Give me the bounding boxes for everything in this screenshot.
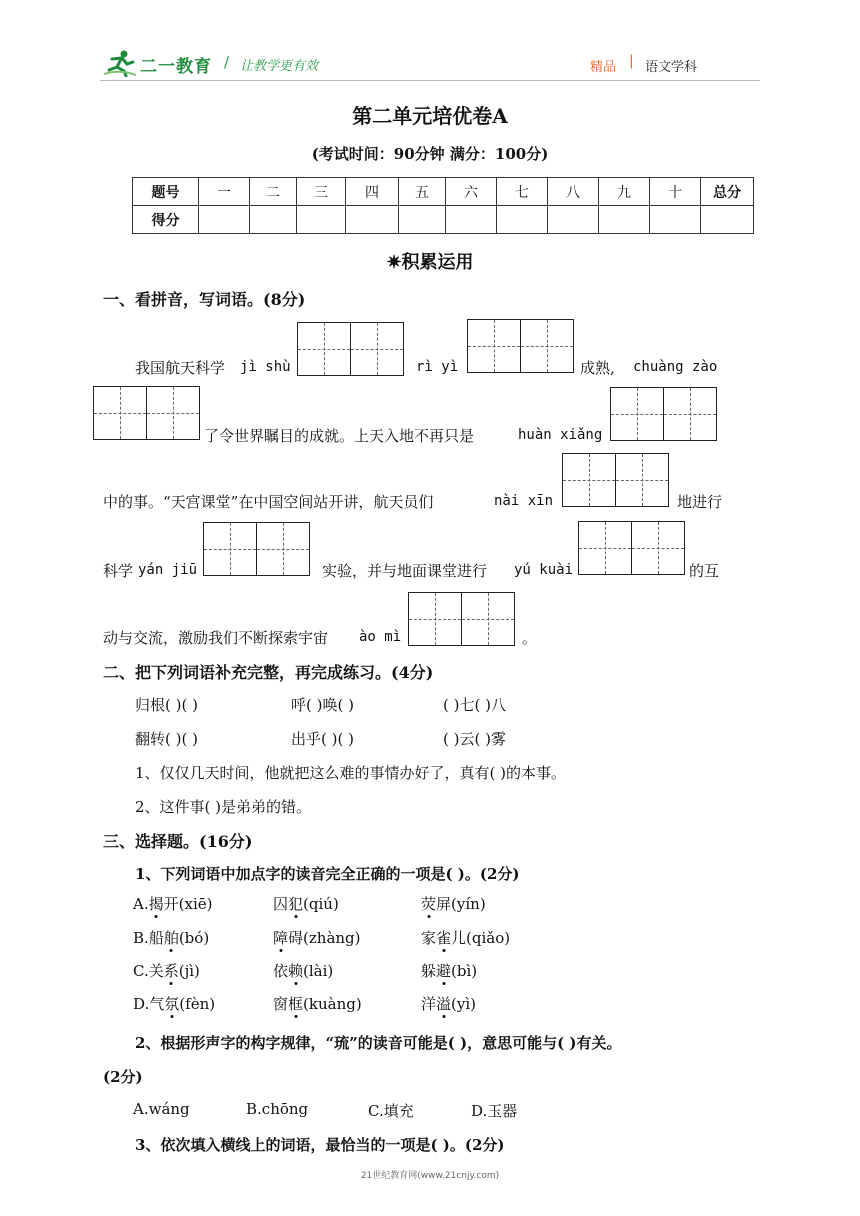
dotted-char: 舶	[163, 929, 179, 947]
table-cell: 二	[250, 178, 297, 206]
table-cell: 总分	[701, 178, 754, 206]
pinyin: (bó)	[178, 929, 210, 947]
writing-grid-3[interactable]	[93, 386, 200, 440]
q3-sub2: 2、根据形声字的构字规律，“琉”的读音可能是( )，意思可能与( )有关。	[135, 1034, 622, 1052]
score-input-cell[interactable]	[446, 206, 497, 234]
char: 洋	[421, 995, 437, 1013]
pinyin-8: ào mì	[359, 629, 402, 645]
char: 躲	[421, 962, 437, 980]
q3-sub2-option[interactable]: D.玉器	[471, 1102, 518, 1120]
header-separator: |	[629, 53, 634, 69]
q3-sub1: 1、下列词语中加点字的读音完全正确的一项是( )。(2分)	[135, 865, 520, 883]
q2-word-fill[interactable]: 翻转( )( )	[135, 730, 198, 748]
score-input-cell[interactable]	[399, 206, 446, 234]
option-b-word-2	[273, 927, 361, 948]
char: 家	[421, 929, 437, 947]
q2-sentence-2[interactable]: 2、这件事( )是弟弟的错。	[135, 798, 312, 816]
score-input-cell[interactable]	[548, 206, 599, 234]
q1-line3-text-b: 地进行	[677, 493, 723, 511]
option-a-word-3	[421, 893, 486, 914]
pinyin: (bì)	[451, 962, 478, 980]
q1-line4-text-c: 的互	[689, 562, 720, 580]
q1-line2-text: 了令世界瞩目的成就。上天入地不再只是	[204, 427, 475, 445]
dotted-char: 框	[288, 995, 304, 1013]
pinyin: 儿(qiǎo)	[451, 929, 511, 947]
q1-line5-text: 动与交流，激励我们不断探索宇宙	[103, 629, 329, 647]
q2-word-fill[interactable]: 归根( )( )	[135, 696, 198, 714]
char: 依	[273, 962, 289, 980]
score-input-cell[interactable]	[250, 206, 297, 234]
char: 气	[149, 995, 165, 1013]
score-input-cell[interactable]	[650, 206, 701, 234]
writing-grid-7[interactable]	[578, 521, 685, 575]
pinyin-6: yán jiū	[138, 562, 198, 578]
dotted-char: 系	[163, 962, 179, 980]
dotted-char: 氛	[164, 995, 180, 1013]
q1-line4-text: 科学	[103, 562, 134, 580]
option-d[interactable]	[133, 993, 215, 1014]
q1-line4-text-b: 实验，并与地面课堂进行	[322, 562, 488, 580]
table-cell: 三	[297, 178, 346, 206]
table-cell: 七	[497, 178, 548, 206]
option-letter: B.	[133, 929, 149, 947]
option-d-word-2	[273, 993, 362, 1014]
table-cell: 一	[199, 178, 250, 206]
table-cell: 六	[446, 178, 497, 206]
runner-logo-icon	[104, 49, 136, 77]
score-input-cell[interactable]	[497, 206, 548, 234]
pinyin: (yín)	[451, 895, 486, 913]
score-input-cell[interactable]	[297, 206, 346, 234]
pinyin: (xiē)	[178, 895, 213, 913]
score-input-cell[interactable]	[346, 206, 399, 234]
option-c[interactable]	[133, 960, 200, 981]
writing-grid-8[interactable]	[408, 592, 515, 646]
dotted-char: 障	[273, 929, 289, 947]
exam-title: 第二单元培优卷A	[352, 104, 508, 128]
q3-sub2-option[interactable]: B.chōng	[246, 1100, 309, 1118]
table-cell: 题号	[133, 178, 199, 206]
char: 开	[163, 895, 179, 913]
writing-grid-2[interactable]	[467, 319, 574, 373]
option-a-word-2	[273, 893, 339, 914]
dotted-char: 犯	[288, 895, 304, 913]
dotted-char: 荧	[421, 895, 437, 913]
pinyin-4: huàn xiǎng	[518, 427, 603, 443]
option-letter: A.	[133, 895, 149, 913]
option-b-word-3	[421, 927, 510, 948]
pinyin-1: jì shù	[240, 359, 291, 375]
brand-slogan: 让教学更有效	[240, 59, 319, 74]
char: 碍	[288, 929, 304, 947]
question-3-heading: 三、选择题。(16分)	[103, 832, 253, 851]
option-c-word-2	[273, 960, 333, 981]
page-footer: 21世纪教育网(www.21cnjy.com)	[360, 1171, 500, 1181]
char: 屏	[436, 895, 452, 913]
q3-sub2-option[interactable]: A.wáng	[133, 1100, 190, 1118]
header-divider	[100, 80, 760, 81]
char: 船	[148, 929, 164, 947]
writing-grid-6[interactable]	[203, 522, 310, 576]
pinyin: (zhàng)	[303, 929, 361, 947]
char: 关	[148, 962, 164, 980]
writing-grid-1[interactable]	[297, 322, 404, 376]
writing-grid-4[interactable]	[610, 387, 717, 441]
q1-line5-text-b: 。	[522, 629, 538, 647]
section-heading: ✷积累运用	[386, 252, 474, 273]
option-a[interactable]	[133, 893, 212, 914]
q1-line1-text-b: 成熟,	[580, 359, 615, 377]
dotted-char: 雀	[436, 929, 452, 947]
option-b[interactable]	[133, 927, 209, 948]
dotted-char: 赖	[288, 962, 304, 980]
option-c-word-3	[421, 960, 477, 981]
table-cell: 九	[599, 178, 650, 206]
quality-label: 精品	[590, 60, 617, 75]
q3-sub3: 3、依次填入横线上的词语，最恰当的一项是( )。(2分)	[135, 1136, 505, 1154]
exam-info: (考试时间：90分钟 满分：100分)	[311, 145, 549, 163]
score-input-cell[interactable]	[599, 206, 650, 234]
subject-label: 语文学科	[645, 60, 698, 75]
table-row	[133, 178, 754, 206]
score-table	[132, 177, 754, 234]
option-letter: C.	[133, 962, 149, 980]
dotted-char: 溢	[436, 995, 452, 1013]
char: 囚	[273, 895, 289, 913]
char: 窗	[273, 995, 289, 1013]
score-input-cell[interactable]	[701, 206, 754, 234]
q2-word-fill[interactable]: ( )七( )八	[443, 696, 506, 714]
table-cell: 五	[399, 178, 446, 206]
table-cell: 十	[650, 178, 701, 206]
q3-sub2-score: (2分)	[103, 1068, 143, 1086]
pinyin: (lài)	[303, 962, 334, 980]
pinyin-5: nài xīn	[494, 493, 554, 509]
writing-grid-5[interactable]	[562, 453, 669, 507]
q1-line3-text: 中的事。“天宫课堂”在中国空间站开讲，航天员们	[103, 493, 434, 511]
q2-sentence-1[interactable]: 1、仅仅几天时间，他就把这么难的事情办好了，真有( )的本事。	[135, 764, 567, 782]
pinyin-3: chuàng zào	[633, 359, 718, 375]
question-2-heading: 二、把下列词语补充完整，再完成练习。(4分)	[103, 663, 434, 682]
score-input-cell[interactable]	[199, 206, 250, 234]
pinyin: (qiú)	[303, 895, 339, 913]
table-cell: 得分	[133, 206, 199, 234]
pinyin: (fèn)	[179, 995, 216, 1013]
question-1-heading: 一、看拼音，写词语。(8分)	[103, 290, 306, 309]
brand-name: 二一教育	[140, 57, 212, 77]
table-row	[133, 206, 754, 234]
dotted-char: 揭	[148, 895, 164, 913]
dotted-char: 避	[436, 962, 452, 980]
pinyin: (yì)	[451, 995, 477, 1013]
option-d-word-3	[421, 993, 476, 1014]
q1-line1-text: 我国航天科学	[135, 359, 226, 377]
option-letter: D.	[133, 995, 150, 1013]
table-cell: 八	[548, 178, 599, 206]
q2-word-fill[interactable]: ( )云( )雾	[443, 730, 506, 748]
brand-slash: /	[224, 53, 230, 71]
q2-word-fill[interactable]: 呼( )唤( )	[291, 696, 354, 714]
q3-sub2-option[interactable]: C.填充	[368, 1102, 414, 1120]
table-cell: 四	[346, 178, 399, 206]
pinyin: (kuàng)	[303, 995, 362, 1013]
pinyin: (jì)	[178, 962, 200, 980]
pinyin-7: yú kuài	[514, 562, 574, 578]
q2-word-fill[interactable]: 出乎( )( )	[291, 730, 354, 748]
pinyin-2: rì yì	[416, 359, 459, 375]
